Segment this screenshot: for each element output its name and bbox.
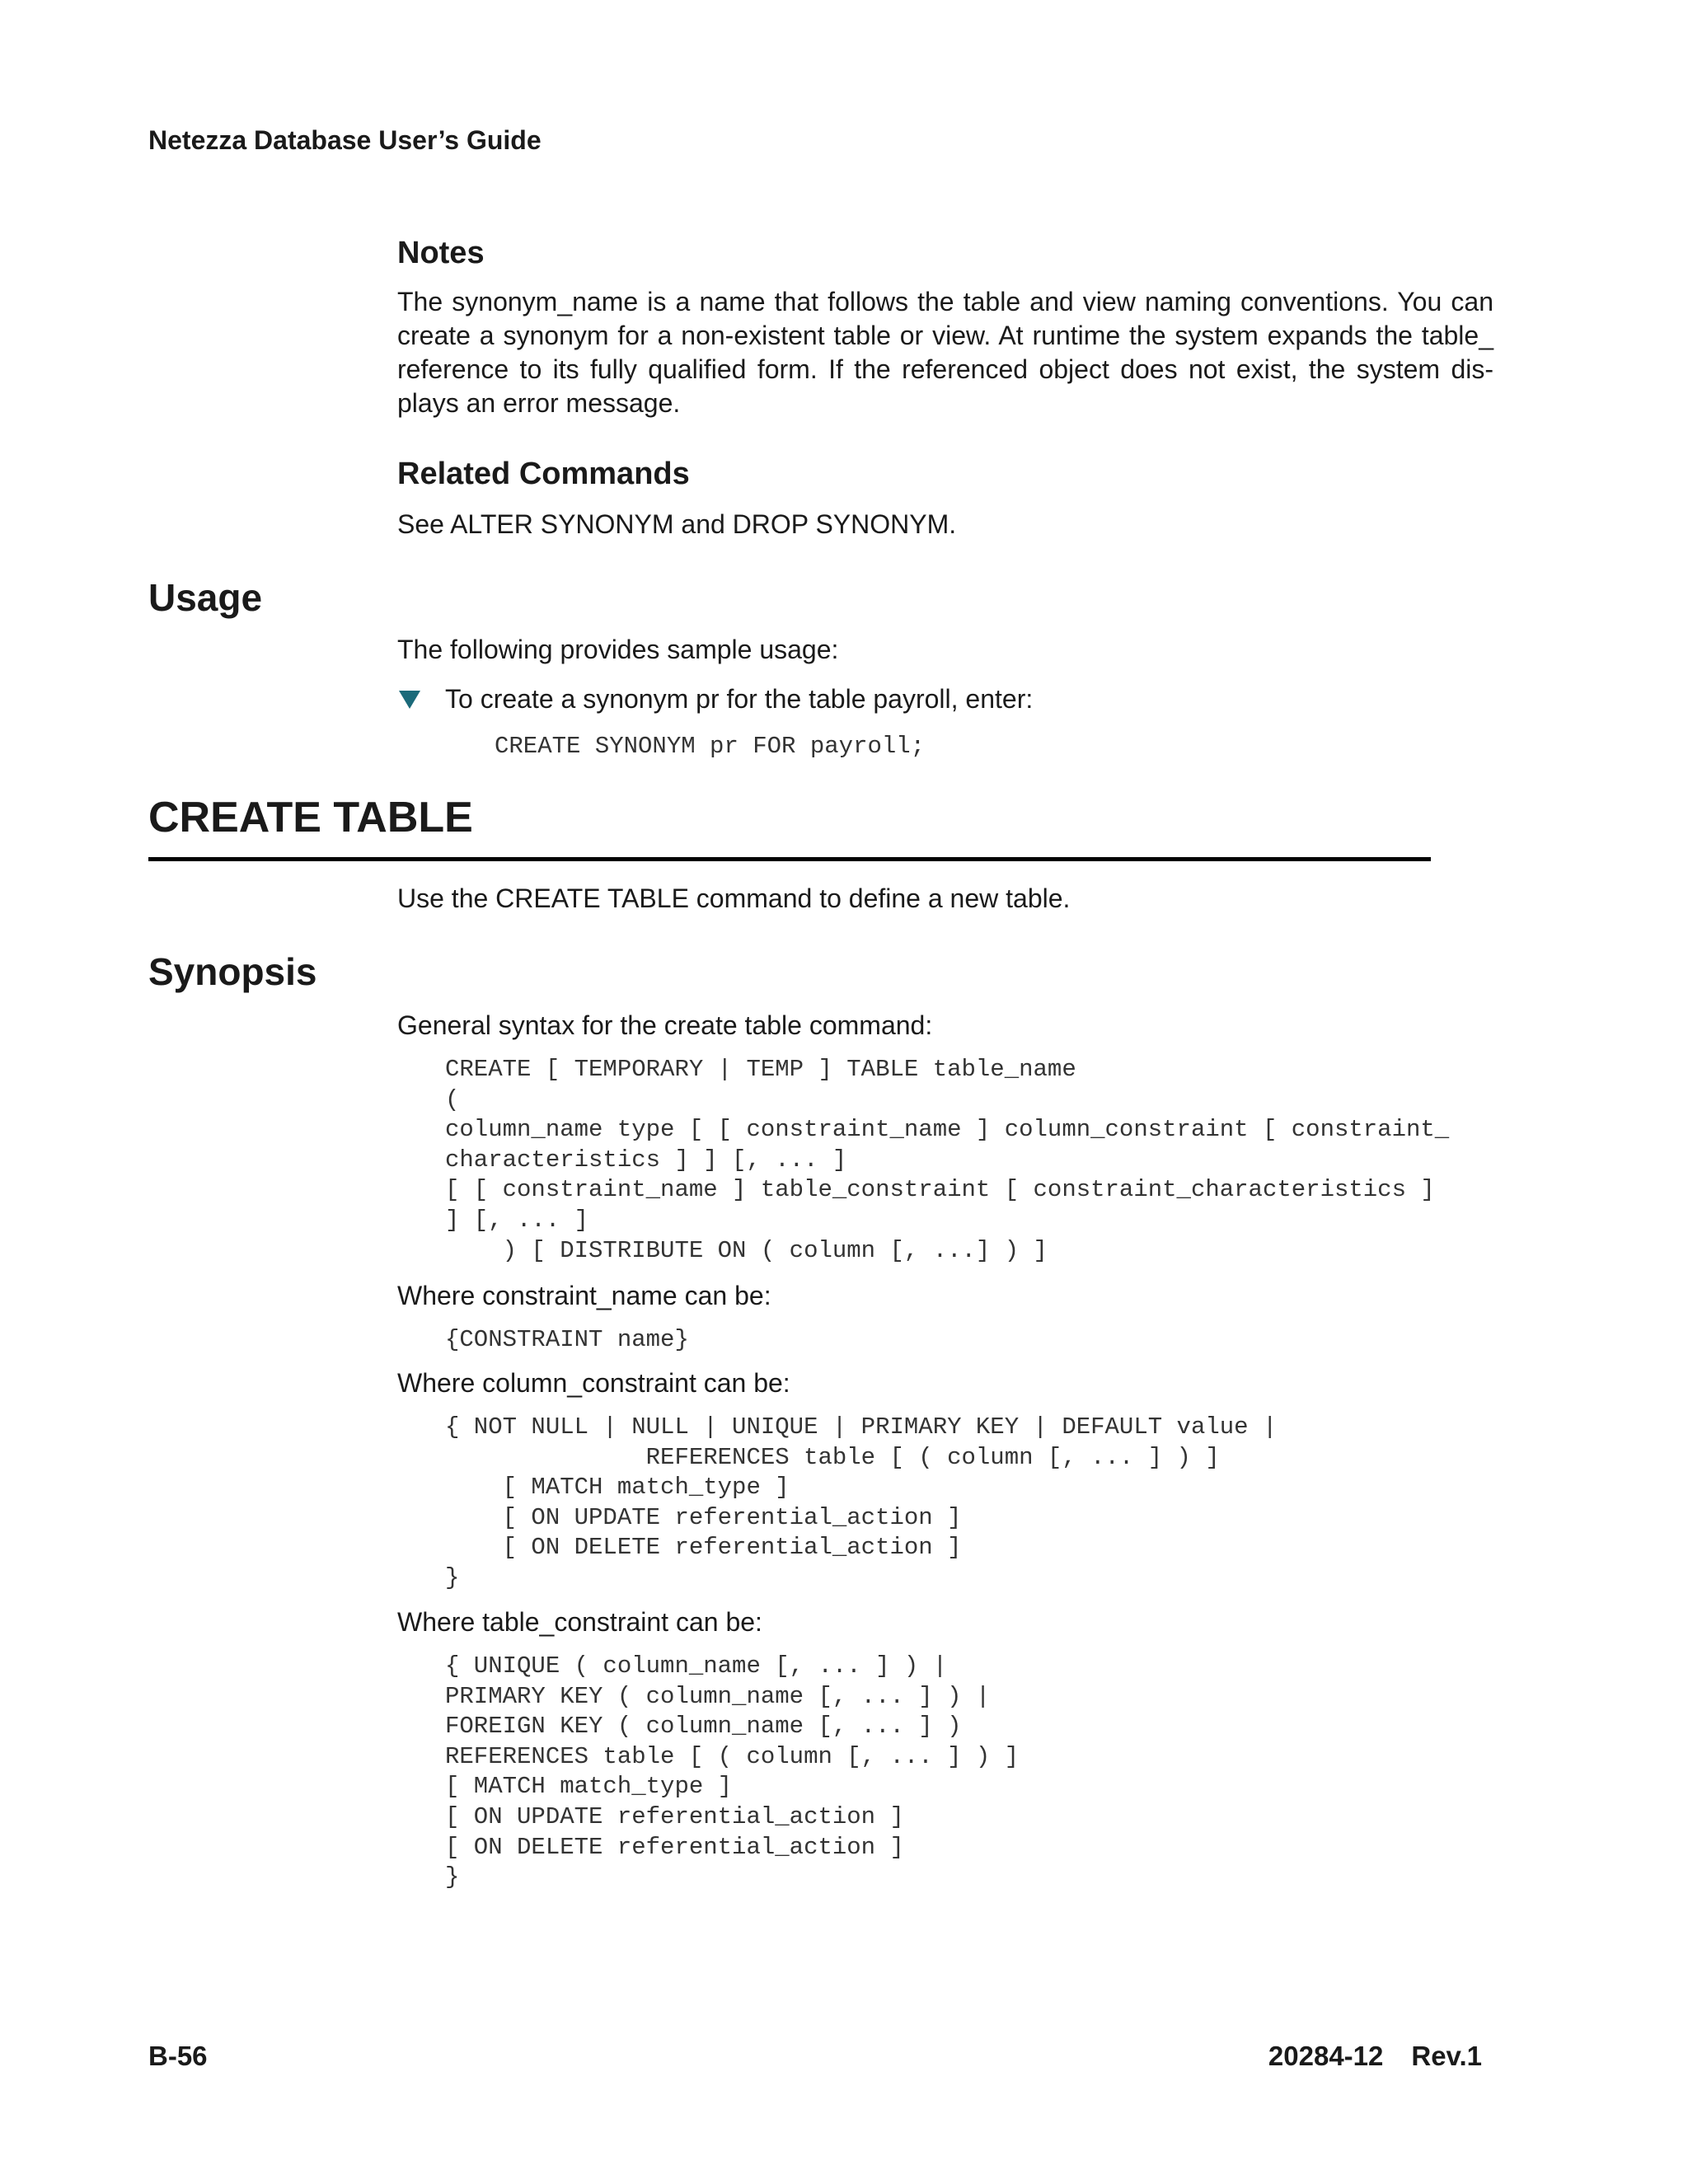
related-commands-text: See ALTER SYNONYM and DROP SYNONYM. — [397, 509, 957, 539]
doc-number: 20284-12 — [1268, 2041, 1384, 2071]
usage-intro: The following provides sample usage: — [397, 635, 839, 664]
column-constraint-code: { NOT NULL | NULL | UNIQUE | PRIMARY KEY | DEFAULT value | REFERENCES table [ ( column [, ... ] ) ] [ MATCH match_type ] [ ON UPDATE referential_action ] [ ON DELETE referential_action ] } — [445, 1413, 1278, 1591]
running-header: Netezza Database User’s Guide — [148, 125, 542, 155]
usage-code: CREATE SYNONYM pr FOR payroll; — [495, 733, 926, 760]
synopsis-intro: General syntax for the create table command: — [397, 1010, 933, 1040]
column-constraint-label: Where column_constraint can be: — [397, 1368, 790, 1398]
section-divider — [148, 857, 1431, 861]
usage-heading: Usage — [148, 576, 263, 619]
table-constraint-code: { UNIQUE ( column_name [, ... ] ) | PRIMARY KEY ( column_name [, ... ] ) | FOREIGN KEY ( column_name [, ... ] ) REFERENCES table [ ( column [, ... ] ) ] [ MATCH match_type ] [ ON UPDATE referential_action ] [ ON DELETE referential_action ] } — [445, 1652, 1020, 1891]
notes-paragraph: The synonym_name is a name that follows the table and view naming conventions. You can create a synonym for a non-existent table or view. At runtime the system expands the table_ reference to its fully qualified form. If the referenced object does not exist, the system dis-plays an error message. — [397, 287, 1493, 418]
footer-doc-info — [1268, 2041, 1482, 2072]
table-constraint-label: Where table_constraint can be: — [397, 1607, 762, 1637]
usage-bullet-text: To create a synonym pr for the table payroll, enter: — [445, 684, 1034, 714]
notes-heading: Notes — [397, 236, 485, 270]
create-table-intro: Use the CREATE TABLE command to define a new table. — [397, 883, 1071, 913]
page-number: B-56 — [148, 2041, 208, 2071]
section-title: CREATE TABLE — [148, 794, 473, 841]
related-commands-heading: Related Commands — [397, 457, 690, 491]
syntax-code-block: CREATE [ TEMPORARY | TEMP ] TABLE table_name ( column_name type [ [ constraint_name ] column_constraint [ constraint_ characteristics ] ] [, ... ] [ [ constraint_name ] table_constraint [ constraint_characteristics ] ] [, ... ] ) [ DISTRIBUTE ON ( column [, ...] ) ] — [445, 1056, 1450, 1264]
constraint-name-code: {CONSTRAINT name} — [445, 1326, 689, 1353]
revision: Rev.1 — [1411, 2041, 1482, 2071]
constraint-name-label: Where constraint_name can be: — [397, 1281, 771, 1310]
triangle-bullet-icon — [399, 691, 420, 709]
synopsis-heading: Synopsis — [148, 950, 317, 993]
